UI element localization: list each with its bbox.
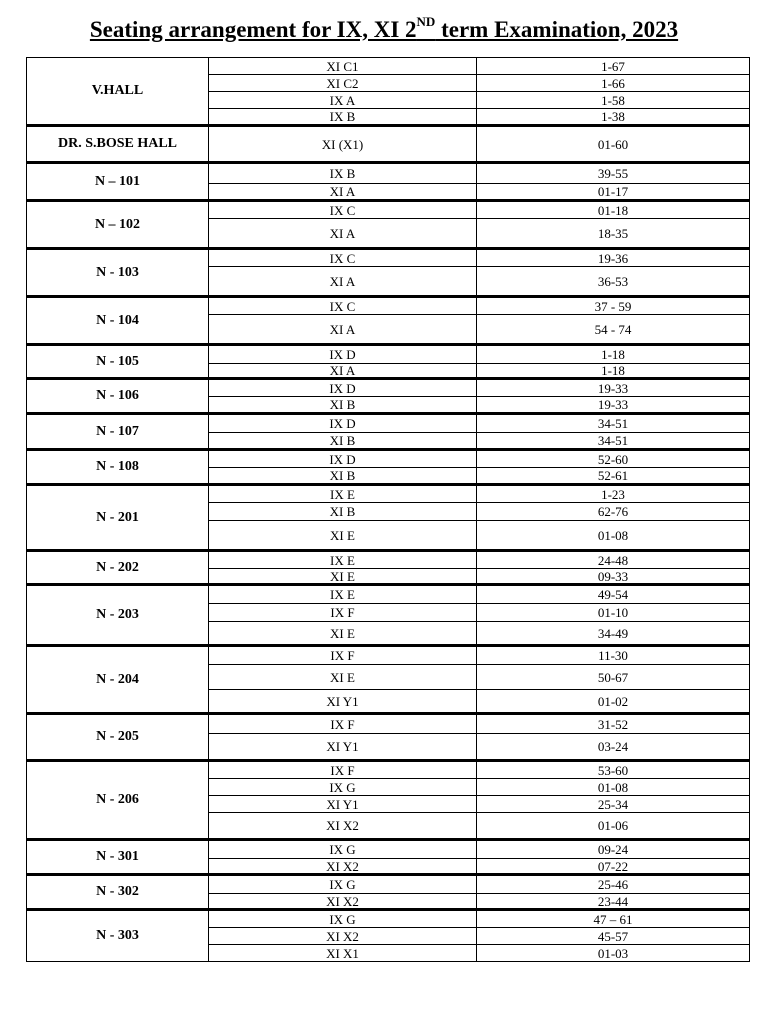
roll-range-cell: 25-46 <box>477 875 750 894</box>
table-row <box>27 379 750 397</box>
roll-range-cell: 36-53 <box>477 267 750 297</box>
hall-name: N - 303 <box>27 910 209 962</box>
table-row <box>27 585 750 604</box>
roll-range-cell: 03-24 <box>477 734 750 761</box>
roll-range-cell: 19-36 <box>477 249 750 267</box>
class-cell: XI A <box>209 364 477 379</box>
hall-name: N - 301 <box>27 840 209 875</box>
hall-name: N - 104 <box>27 297 209 345</box>
class-cell: XI X2 <box>209 813 477 840</box>
class-cell: IX E <box>209 585 477 604</box>
class-cell: IX G <box>209 875 477 894</box>
class-cell: IX E <box>209 485 477 503</box>
roll-range-cell: 52-61 <box>477 468 750 485</box>
class-cell: XI C1 <box>209 58 477 75</box>
hall-name: N - 204 <box>27 646 209 714</box>
table-row <box>27 163 750 184</box>
table-row <box>27 249 750 267</box>
roll-range-cell: 01-06 <box>477 813 750 840</box>
class-cell: XI A <box>209 184 477 201</box>
table-row <box>27 126 750 163</box>
roll-range-cell: 34-51 <box>477 414 750 433</box>
roll-range-cell: 11-30 <box>477 646 750 665</box>
table-row <box>27 646 750 665</box>
hall-name: N - 108 <box>27 450 209 485</box>
class-cell: XI C2 <box>209 75 477 92</box>
hall-name: N - 107 <box>27 414 209 450</box>
class-cell: XI Y1 <box>209 796 477 813</box>
roll-range-cell: 1-38 <box>477 109 750 126</box>
roll-range-cell: 45-57 <box>477 928 750 945</box>
roll-range-cell: 1-66 <box>477 75 750 92</box>
class-cell: IX C <box>209 249 477 267</box>
hall-name: N - 202 <box>27 551 209 585</box>
table-row <box>27 910 750 928</box>
roll-range-cell: 01-60 <box>477 126 750 163</box>
class-cell: XI B <box>209 397 477 414</box>
table-row <box>27 450 750 468</box>
class-cell: XI X2 <box>209 894 477 910</box>
roll-range-cell: 25-34 <box>477 796 750 813</box>
roll-range-cell: 37 - 59 <box>477 297 750 315</box>
hall-name: N - 103 <box>27 249 209 297</box>
class-cell: IX G <box>209 840 477 859</box>
roll-range-cell: 19-33 <box>477 397 750 414</box>
roll-range-cell: 1-18 <box>477 364 750 379</box>
roll-range-cell: 01-08 <box>477 779 750 796</box>
roll-range-cell: 47 – 61 <box>477 910 750 928</box>
class-cell: IX C <box>209 201 477 219</box>
roll-range-cell: 01-03 <box>477 945 750 962</box>
seating-table <box>26 57 750 962</box>
roll-range-cell: 01-17 <box>477 184 750 201</box>
table-row <box>27 761 750 779</box>
class-cell: XI E <box>209 521 477 551</box>
class-cell: IX F <box>209 714 477 734</box>
class-cell: XI A <box>209 315 477 345</box>
class-cell: XI E <box>209 569 477 585</box>
hall-name: N - 201 <box>27 485 209 551</box>
roll-range-cell: 24-48 <box>477 551 750 569</box>
roll-range-cell: 62-76 <box>477 503 750 521</box>
roll-range-cell: 49-54 <box>477 585 750 604</box>
class-cell: IX E <box>209 551 477 569</box>
roll-range-cell: 34-49 <box>477 622 750 646</box>
class-cell: IX B <box>209 163 477 184</box>
roll-range-cell: 31-52 <box>477 714 750 734</box>
class-cell: XI B <box>209 468 477 485</box>
class-cell: XI E <box>209 622 477 646</box>
class-cell: IX F <box>209 604 477 622</box>
class-cell: IX B <box>209 109 477 126</box>
roll-range-cell: 23-44 <box>477 894 750 910</box>
table-row <box>27 714 750 734</box>
hall-name: N - 302 <box>27 875 209 910</box>
class-cell: IX F <box>209 761 477 779</box>
class-cell: IX G <box>209 779 477 796</box>
title-text: Seating arrangement for IX, XI 2 <box>89 16 417 42</box>
roll-range-cell: 54 - 74 <box>477 315 750 345</box>
hall-name: N - 105 <box>27 345 209 379</box>
hall-name: N - 106 <box>27 379 209 414</box>
hall-name: V.HALL <box>27 58 209 126</box>
roll-range-cell: 34-51 <box>477 433 750 450</box>
hall-name: N - 206 <box>27 761 209 840</box>
class-cell: XI A <box>209 219 477 249</box>
roll-range-cell: 19-33 <box>477 379 750 397</box>
class-cell: XI (X1) <box>209 126 477 163</box>
class-cell: IX D <box>209 450 477 468</box>
roll-range-cell: 1-58 <box>477 92 750 109</box>
roll-range-cell: 01-02 <box>477 690 750 714</box>
class-cell: XI A <box>209 267 477 297</box>
hall-name: N - 205 <box>27 714 209 761</box>
roll-range-cell: 01-10 <box>477 604 750 622</box>
roll-range-cell: 1-23 <box>477 485 750 503</box>
roll-range-cell: 18-35 <box>477 219 750 249</box>
roll-range-cell: 53-60 <box>477 761 750 779</box>
class-cell: XI X1 <box>209 945 477 962</box>
table-row <box>27 58 750 75</box>
class-cell: IX D <box>209 345 477 364</box>
hall-name: DR. S.BOSE HALL <box>27 126 209 163</box>
class-cell: IX D <box>209 379 477 397</box>
page-title <box>0 16 768 43</box>
class-cell: IX A <box>209 92 477 109</box>
roll-range-cell: 09-24 <box>477 840 750 859</box>
class-cell: IX D <box>209 414 477 433</box>
roll-range-cell: 1-18 <box>477 345 750 364</box>
table-row <box>27 551 750 569</box>
roll-range-cell: 07-22 <box>477 859 750 875</box>
class-cell: XI Y1 <box>209 734 477 761</box>
class-cell: IX F <box>209 646 477 665</box>
class-cell: IX C <box>209 297 477 315</box>
hall-name: N – 101 <box>27 163 209 201</box>
class-cell: XI X2 <box>209 928 477 945</box>
title-suffix: term Examination, 2023 <box>435 16 679 42</box>
class-cell: XI E <box>209 665 477 690</box>
table-row <box>27 414 750 433</box>
roll-range-cell: 09-33 <box>477 569 750 585</box>
table-row <box>27 201 750 219</box>
roll-range-cell: 52-60 <box>477 450 750 468</box>
table-row <box>27 485 750 503</box>
roll-range-cell: 01-18 <box>477 201 750 219</box>
hall-name: N – 102 <box>27 201 209 249</box>
roll-range-cell: 50-67 <box>477 665 750 690</box>
roll-range-cell: 1-67 <box>477 58 750 75</box>
table-row <box>27 840 750 859</box>
class-cell: XI B <box>209 433 477 450</box>
roll-range-cell: 39-55 <box>477 163 750 184</box>
seating-table-body <box>27 58 750 962</box>
class-cell: XI B <box>209 503 477 521</box>
class-cell: XI X2 <box>209 859 477 875</box>
roll-range-cell: 01-08 <box>477 521 750 551</box>
table-row <box>27 297 750 315</box>
hall-name: N - 203 <box>27 585 209 646</box>
class-cell: XI Y1 <box>209 690 477 714</box>
title-superscript: ND <box>416 14 436 29</box>
class-cell: IX G <box>209 910 477 928</box>
table-row <box>27 875 750 894</box>
table-row <box>27 345 750 364</box>
